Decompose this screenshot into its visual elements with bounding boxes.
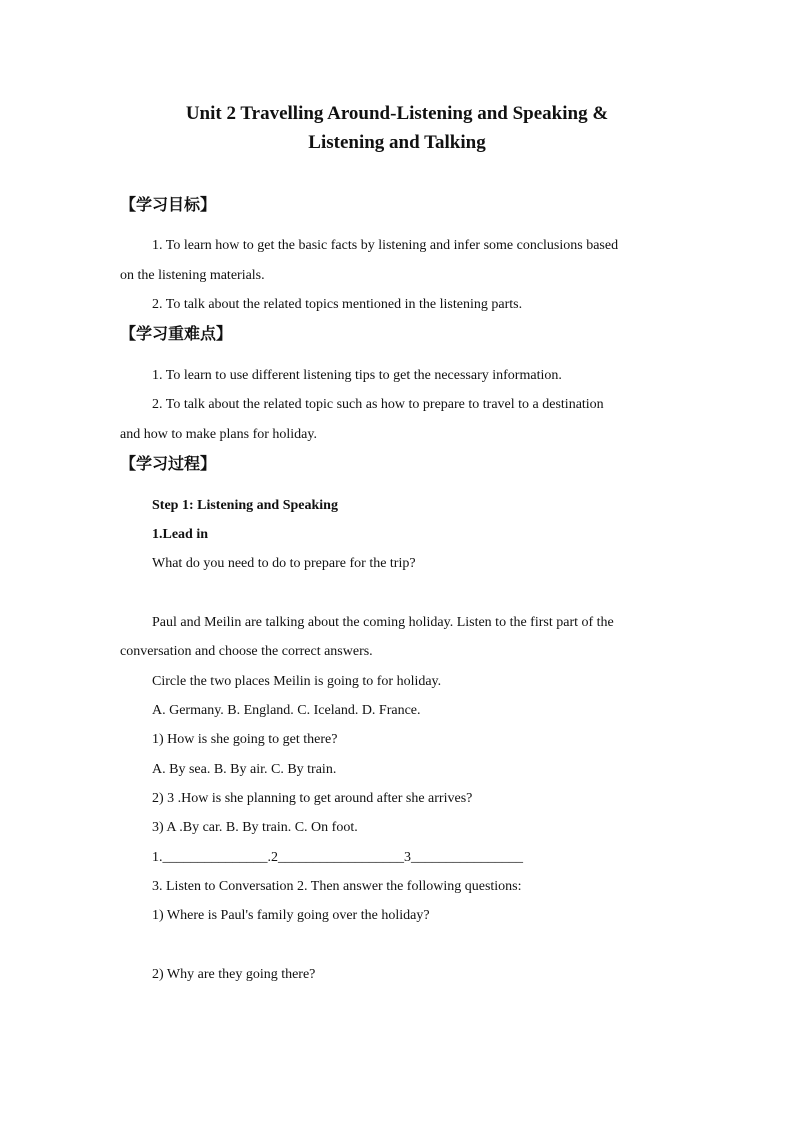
- question-3: 3) A .By car. B. By train. C. On foot.: [152, 820, 358, 835]
- key-point-item-2-line-2: and how to make plans for holiday.: [120, 427, 317, 442]
- section-heading-goals: 【学习目标】: [120, 195, 217, 214]
- conversation-2-question-1: 1) Where is Paul's family going over the holiday?: [152, 908, 430, 923]
- goal-item-1-line-1: 1. To learn how to get the basic facts by listening and infer some conclusions based: [152, 238, 619, 253]
- section-heading-process: 【学习过程】: [120, 454, 217, 473]
- question-2: 2) 3 .How is she planning to get around after she arrives?: [152, 791, 473, 806]
- key-point-item-2-line-1: 2. To talk about the related topic such as how to prepare to travel to a destination: [152, 397, 604, 412]
- document-title-line-1: Unit 2 Travelling Around-Listening and Speaking &: [185, 103, 609, 124]
- goal-item-1-line-2: on the listening materials.: [120, 268, 265, 283]
- lead-in-question: What do you need to do to prepare for the trip?: [152, 556, 416, 571]
- conversation-2-question-2: 2) Why are they going there?: [152, 967, 316, 982]
- question-1: 1) How is she going to get there?: [152, 732, 338, 747]
- key-point-item-1: 1. To learn to use different listening tips to get the necessary information.: [152, 368, 562, 383]
- lead-in-heading: 1.Lead in: [152, 527, 209, 542]
- answer-blanks: 1._______________.2__________________3________________: [152, 850, 523, 865]
- section-heading-key-points: 【学习重难点】: [120, 324, 233, 343]
- goal-item-2: 2. To talk about the related topics mentioned in the listening parts.: [152, 297, 523, 312]
- circle-instruction: Circle the two places Meilin is going to for holiday.: [152, 674, 442, 689]
- intro-line-1: Paul and Meilin are talking about the coming holiday. Listen to the first part of the: [152, 615, 614, 630]
- circle-options: A. Germany. B. England. C. Iceland. D. France.: [152, 703, 421, 718]
- document-title-line-2: Listening and Talking: [308, 132, 486, 153]
- question-1-options: A. By sea. B. By air. C. By train.: [152, 762, 337, 777]
- conversation-2-instruction: 3. Listen to Conversation 2. Then answer the following questions:: [152, 879, 522, 894]
- intro-line-2: conversation and choose the correct answers.: [120, 644, 373, 659]
- step-1-heading: Step 1: Listening and Speaking: [152, 498, 338, 513]
